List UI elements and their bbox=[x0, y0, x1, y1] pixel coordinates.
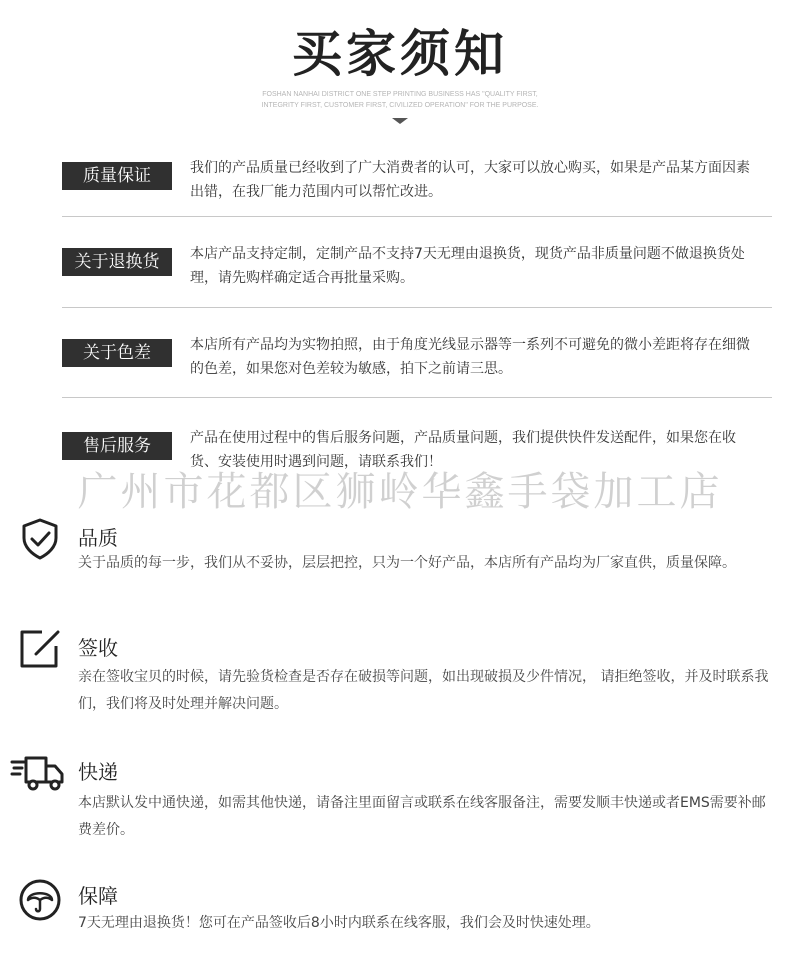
notice-label: 质量保证 bbox=[62, 162, 172, 190]
page-title: 买家须知 bbox=[292, 25, 508, 83]
notice-text: 本店产品支持定制，定制产品不支持7天无理由退换货，现货产品非质量问题不做退换货处理，请先购样确定适合再批量采购。 bbox=[190, 246, 745, 286]
notice-text: 产品在使用过程中的售后服务问题，产品质量问题，我们提供快件发送配件，如果您在收货、安装使用时遇到问题，请联系我们！ bbox=[190, 430, 736, 470]
feature-desc: 本店默认发中通快递，如需其他快递，请备注里面留言或联系在线客服备注，需要发顺丰快递或者EMS需要补邮费差价。 bbox=[78, 795, 766, 838]
sign-edit-icon bbox=[16, 626, 64, 674]
shield-check-icon bbox=[16, 514, 64, 562]
feature-desc: 7天无理由退换货！您可在产品签收后8小时内联系在线客服，我们会及时快速处理。 bbox=[78, 915, 600, 931]
feature-title: 签收 bbox=[78, 636, 118, 660]
notice-text: 我们的产品质量已经收到了广大消费者的认可，大家可以放心购买，如果是产品某方面因素出错，在我厂能力范围内可以帮忙改进。 bbox=[190, 160, 750, 200]
notice-label: 售后服务 bbox=[62, 432, 172, 460]
notice-label: 关于退换货 bbox=[62, 248, 172, 276]
divider bbox=[62, 397, 772, 398]
feature-desc: 亲在签收宝贝的时候，请先验货检查是否存在破损等问题，如出现破损及少件情况， 请拒绝签收，并及时联系我们，我们将及时处理并解决问题。 bbox=[78, 669, 769, 712]
subtitle-line: FOSHAN NANHAI DISTRICT ONE STEP PRINTING BUSINESS HAS "QUALITY FIRST, bbox=[262, 91, 538, 98]
divider bbox=[62, 216, 772, 217]
divider bbox=[62, 307, 772, 308]
feature-desc: 关于品质的每一步，我们从不妥协，层层把控，只为一个好产品，本店所有产品均为厂家直供，质量保障。 bbox=[78, 555, 736, 571]
delivery-truck-icon bbox=[10, 748, 66, 796]
notice-label: 关于色差 bbox=[62, 339, 172, 367]
feature-title: 保障 bbox=[78, 884, 118, 908]
down-arrow-icon bbox=[392, 118, 408, 124]
notice-text: 本店所有产品均为实物拍照，由于角度光线显示器等一系列不可避免的微小差距将存在细微的色差，如果您对色差较为敏感，拍下之前请三思。 bbox=[190, 337, 750, 377]
feature-title: 品质 bbox=[78, 526, 118, 550]
umbrella-icon bbox=[16, 876, 64, 924]
shop-watermark: 广州市花都区狮岭华鑫手袋加工店 bbox=[77, 469, 723, 515]
page-subtitle bbox=[200, 89, 600, 111]
feature-title: 快递 bbox=[78, 760, 118, 784]
subtitle-line: INTEGRITY FIRST, CUSTOMER FIRST, CIVILIZED OPERATION" FOR THE PURPOSE. bbox=[261, 102, 539, 109]
